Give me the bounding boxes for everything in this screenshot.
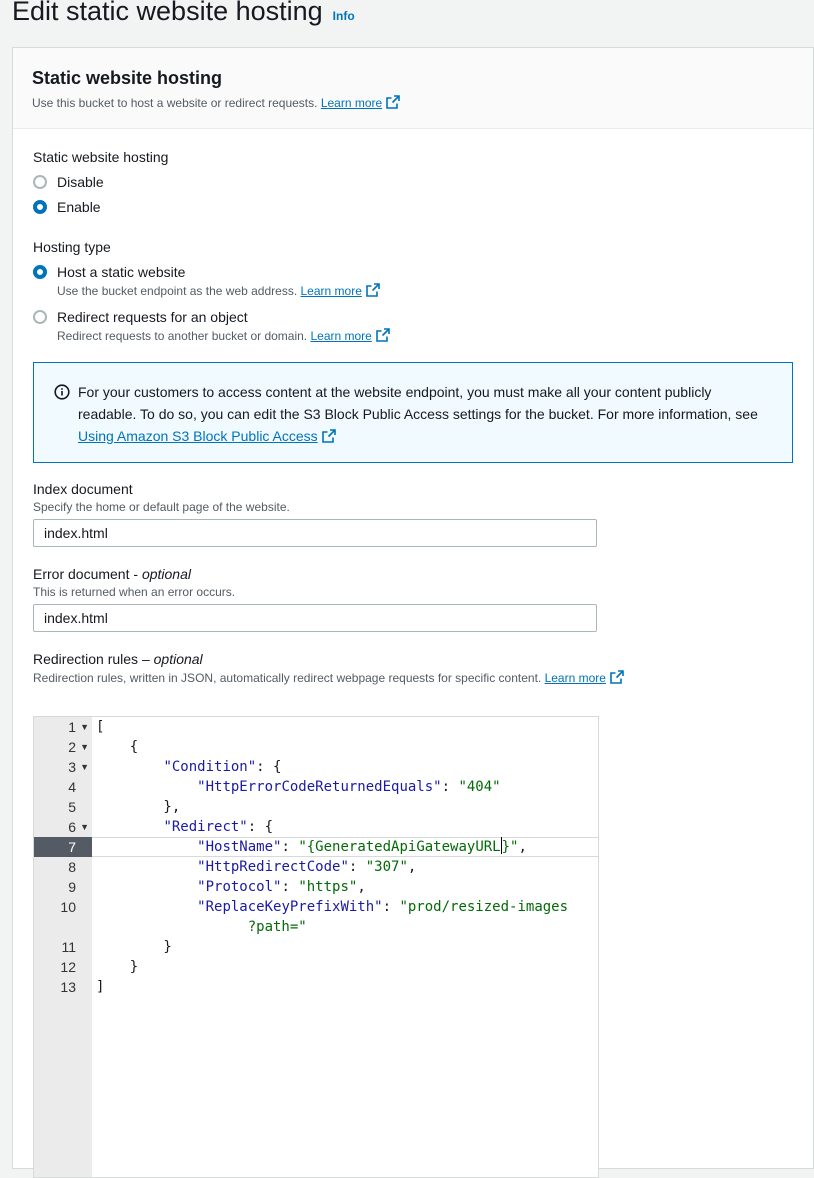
json-key: "HttpErrorCodeReturnedEquals" <box>197 779 442 795</box>
external-link-icon <box>376 328 390 342</box>
line-number: 5 <box>68 799 76 815</box>
json-value: "{GeneratedApiGatewayURL <box>298 839 501 855</box>
json-punct: : <box>382 899 400 915</box>
json-value: "https" <box>298 879 358 895</box>
line-number: 13 <box>60 979 76 995</box>
page-title-text: Edit static website hosting <box>12 0 323 26</box>
json-punct: : { <box>247 819 274 835</box>
redirection-rules-label-text: Redirection rules – <box>33 651 154 667</box>
redirection-learn-more[interactable]: Learn more <box>544 671 606 685</box>
code-line-wrap <box>96 917 307 937</box>
json-key: "Redirect" <box>163 819 248 835</box>
radio-host-static-button[interactable] <box>33 265 47 279</box>
page-title <box>12 0 355 27</box>
json-key: "Condition" <box>163 759 257 775</box>
redirection-rules-optional: optional <box>153 651 203 667</box>
code-line <box>96 897 568 917</box>
radio-redirect-button[interactable] <box>33 310 47 324</box>
error-document-description: This is returned when an error occurs. <box>33 585 236 599</box>
line-number[interactable]: 6 ▼ <box>34 817 92 837</box>
code-line: } <box>96 959 139 975</box>
panel-title: Static website hosting <box>32 68 223 88</box>
code-line: [ <box>96 719 105 735</box>
external-link-icon <box>386 95 400 109</box>
json-punct: : { <box>256 759 282 775</box>
code-line: }, <box>96 799 181 815</box>
index-document-description: Specify the home or default page of the website. <box>33 500 290 514</box>
radio-host-static[interactable] <box>33 264 185 280</box>
index-document-input[interactable]: index.html <box>33 519 597 547</box>
line-number: 10 <box>60 899 76 915</box>
code-line <box>96 757 281 777</box>
external-link-icon <box>322 429 336 443</box>
line-number: 12 <box>60 959 76 975</box>
line-number: 4 <box>68 779 76 795</box>
code-line: { <box>96 739 139 755</box>
hosting-type-label: Hosting type <box>33 239 111 255</box>
radio-disable[interactable] <box>33 174 104 190</box>
radio-enable[interactable] <box>33 199 101 215</box>
panel-description <box>32 95 794 110</box>
static-hosting-panel <box>12 47 814 1169</box>
info-icon <box>54 384 70 400</box>
json-key: "Protocol" <box>197 879 282 895</box>
code-line <box>96 817 273 837</box>
redirection-rules-description <box>33 670 624 685</box>
json-punct: : <box>441 779 459 795</box>
json-punct: , <box>518 839 527 855</box>
json-value: "404" <box>458 779 501 795</box>
line-number[interactable]: 2 ▼ <box>34 737 92 757</box>
error-document-label <box>33 566 191 582</box>
json-punct: : <box>348 859 366 875</box>
line-number[interactable]: 3 ▼ <box>34 757 92 777</box>
json-punct: , <box>357 879 366 895</box>
code-line <box>96 877 366 897</box>
redirect-learn-more[interactable]: Learn more <box>310 329 372 343</box>
code-line <box>96 857 416 877</box>
host-static-description <box>57 283 380 298</box>
radio-redirect[interactable] <box>33 309 248 325</box>
json-punct: : <box>281 879 299 895</box>
radio-enable-label: Enable <box>57 199 101 215</box>
redirect-description-text: Redirect requests to another bucket or domain. <box>57 329 308 343</box>
panel-header <box>13 48 813 129</box>
json-punct: : <box>281 839 299 855</box>
alert-text: For your customers to access content at the website endpoint, you must make all your content publicly readable. To do so, you can edit the S3 Block Public Access settings for the bucket. For more information, see <box>78 384 758 422</box>
json-key: "HostName" <box>197 839 282 855</box>
json-value-end: }" <box>501 839 519 855</box>
info-alert <box>33 362 793 463</box>
error-document-label-text: Error document - <box>33 566 142 582</box>
info-link[interactable]: Info <box>332 9 355 23</box>
code-line <box>96 777 501 797</box>
line-number-active: 7 <box>34 837 92 857</box>
radio-disable-button[interactable] <box>33 175 47 189</box>
error-document-optional: optional <box>141 566 191 582</box>
external-link-icon <box>366 283 380 297</box>
json-key: "ReplaceKeyPrefixWith" <box>197 899 383 915</box>
radio-disable-label: Disable <box>57 174 104 190</box>
redirection-rules-description-text: Redirection rules, written in JSON, automatically redirect webpage requests for specific content. <box>33 671 542 685</box>
line-number: 9 <box>68 879 76 895</box>
code-line: } <box>96 939 172 955</box>
radio-redirect-label: Redirect requests for an object <box>57 309 248 325</box>
code-line-active <box>96 837 527 857</box>
json-punct: , <box>407 859 417 875</box>
host-static-learn-more[interactable]: Learn more <box>300 284 362 298</box>
host-static-description-text: Use the bucket endpoint as the web address. <box>57 284 298 298</box>
panel-description-text: Use this bucket to host a website or redirect requests. <box>32 96 318 110</box>
index-document-label: Index document <box>33 481 133 497</box>
json-value: ?path=" <box>247 919 307 935</box>
error-document-input[interactable]: index.html <box>33 604 597 632</box>
redirection-rules-label <box>33 651 203 667</box>
block-public-access-link[interactable]: Using Amazon S3 Block Public Access <box>78 428 318 444</box>
line-number: 8 <box>68 859 76 875</box>
code-line: ] <box>96 979 105 995</box>
radio-host-static-label: Host a static website <box>57 264 186 280</box>
line-number[interactable]: 1 ▼ <box>34 717 92 737</box>
json-key: "HttpRedirectCode" <box>197 859 349 875</box>
radio-enable-button[interactable] <box>33 200 47 214</box>
redirect-description <box>57 328 390 343</box>
line-number: 11 <box>61 939 76 955</box>
json-value: "307" <box>365 859 408 875</box>
editor-gutter <box>34 717 92 1177</box>
learn-more-link[interactable]: Learn more <box>320 96 383 110</box>
external-link-icon <box>610 670 624 684</box>
hosting-toggle-label: Static website hosting <box>33 149 169 165</box>
json-value: "prod/resized-images <box>399 899 569 915</box>
redirection-rules-editor[interactable] <box>33 716 599 1178</box>
